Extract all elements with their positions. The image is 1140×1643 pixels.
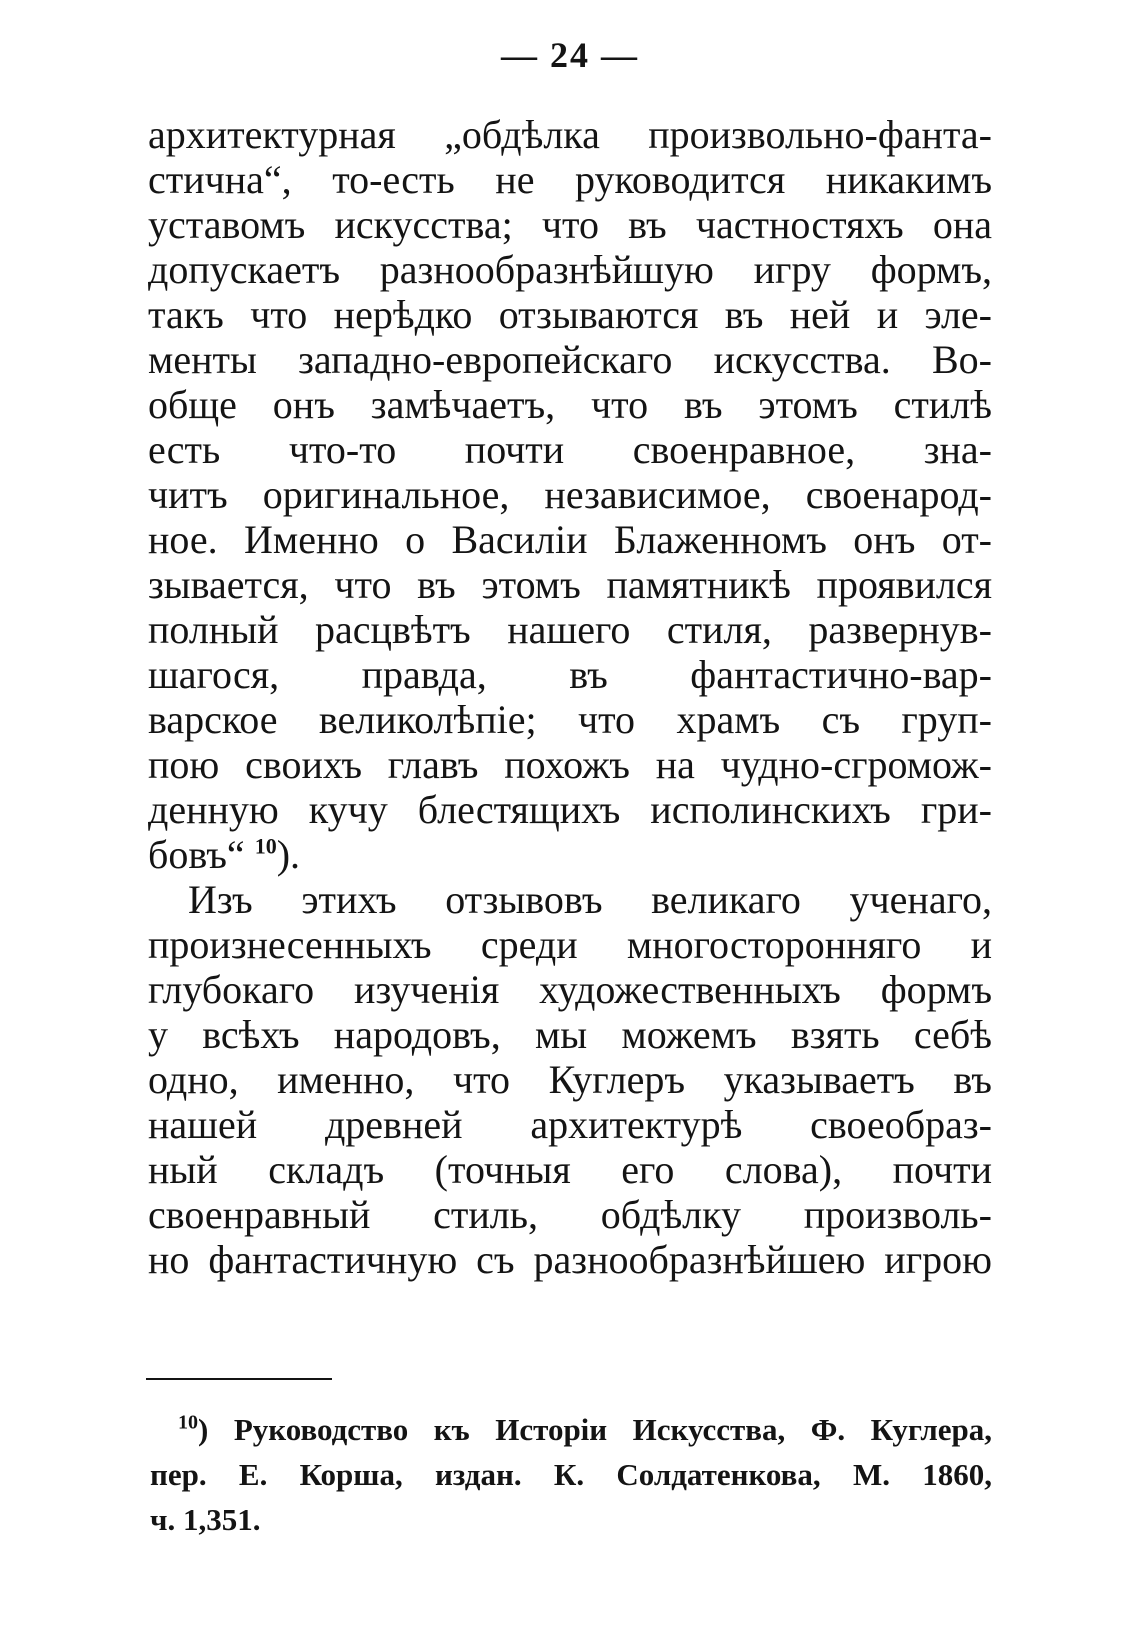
footnote-text: ) Руководство къ Исторіи Искусства, Ф. Куглера,	[198, 1412, 992, 1447]
text-line: зывается, что въ этомъ памятникѣ проявился	[148, 562, 992, 607]
text-line: читъ оригинальное, независимое, своенарод-	[148, 472, 992, 517]
text-line: ный складъ (точныя его слова), почти	[148, 1147, 992, 1192]
text-line: у всѣхъ народовъ, мы можемъ взять себѣ	[148, 1012, 992, 1057]
text-line: пою своихъ главъ похожъ на чудно-сгромож-	[148, 742, 992, 787]
footnote-reference: 10	[254, 833, 277, 859]
text-line: допускаетъ разнообразнѣйшую игру формъ,	[148, 247, 992, 292]
text-line: шагося, правда, въ фантастично-вар-	[148, 652, 992, 697]
text-line: но фантастичную съ разнообразнѣйшею игрою	[148, 1237, 992, 1282]
text-line: архитектурная „обдѣлка произвольно-фанта-	[148, 112, 992, 157]
text-line: произнесенныхъ среди многосторонняго и	[148, 922, 992, 967]
footnote-marker: 10	[178, 1411, 198, 1434]
footnote-divider	[146, 1378, 332, 1380]
text-line: обще онъ замѣчаетъ, что въ этомъ стилѣ	[148, 382, 992, 427]
text-line: варское великолѣпіе; что храмъ съ груп-	[148, 697, 992, 742]
footnote-line: ч. 1,351.	[150, 1502, 261, 1537]
text-line: менты западно-европейскаго искусства. Во-	[148, 337, 992, 382]
footnote-line: пер. Е. Корша, издан. К. Солдатенкова, М. 1860,	[150, 1457, 992, 1492]
text-line: есть что-то почти своенравное, зна-	[148, 427, 992, 472]
text-fragment: бовъ“	[148, 832, 245, 877]
text-line: полный расцвѣтъ нашего стиля, развернув-	[148, 607, 992, 652]
text-line-last	[148, 832, 992, 878]
text-line: одно, именно, что Куглеръ указываетъ въ	[148, 1057, 992, 1102]
text-line: нашей древней архитектурѣ своеобраз-	[148, 1102, 992, 1147]
text-line: такъ что нерѣдко отзываются въ ней и эле-	[148, 292, 992, 337]
text-line: стична“, то-есть не руководится никакимъ	[148, 157, 992, 202]
text-fragment: ).	[276, 832, 301, 877]
text-line: уставомъ искусства; что въ частностяхъ она	[148, 202, 992, 247]
text-line: глубокаго изученія художественныхъ формъ	[148, 967, 992, 1012]
text-line: ное. Именно о Василіи Блаженномъ онъ от-	[148, 517, 992, 562]
page-number: — 24 —	[501, 35, 639, 75]
text-line: денную кучу блестящихъ исполинскихъ гри-	[148, 787, 992, 832]
text-line: Изъ этихъ отзывовъ великаго ученаго,	[188, 877, 992, 922]
footnote-line	[178, 1412, 992, 1448]
text-line: своенравный стиль, обдѣлку произволь-	[148, 1192, 992, 1237]
